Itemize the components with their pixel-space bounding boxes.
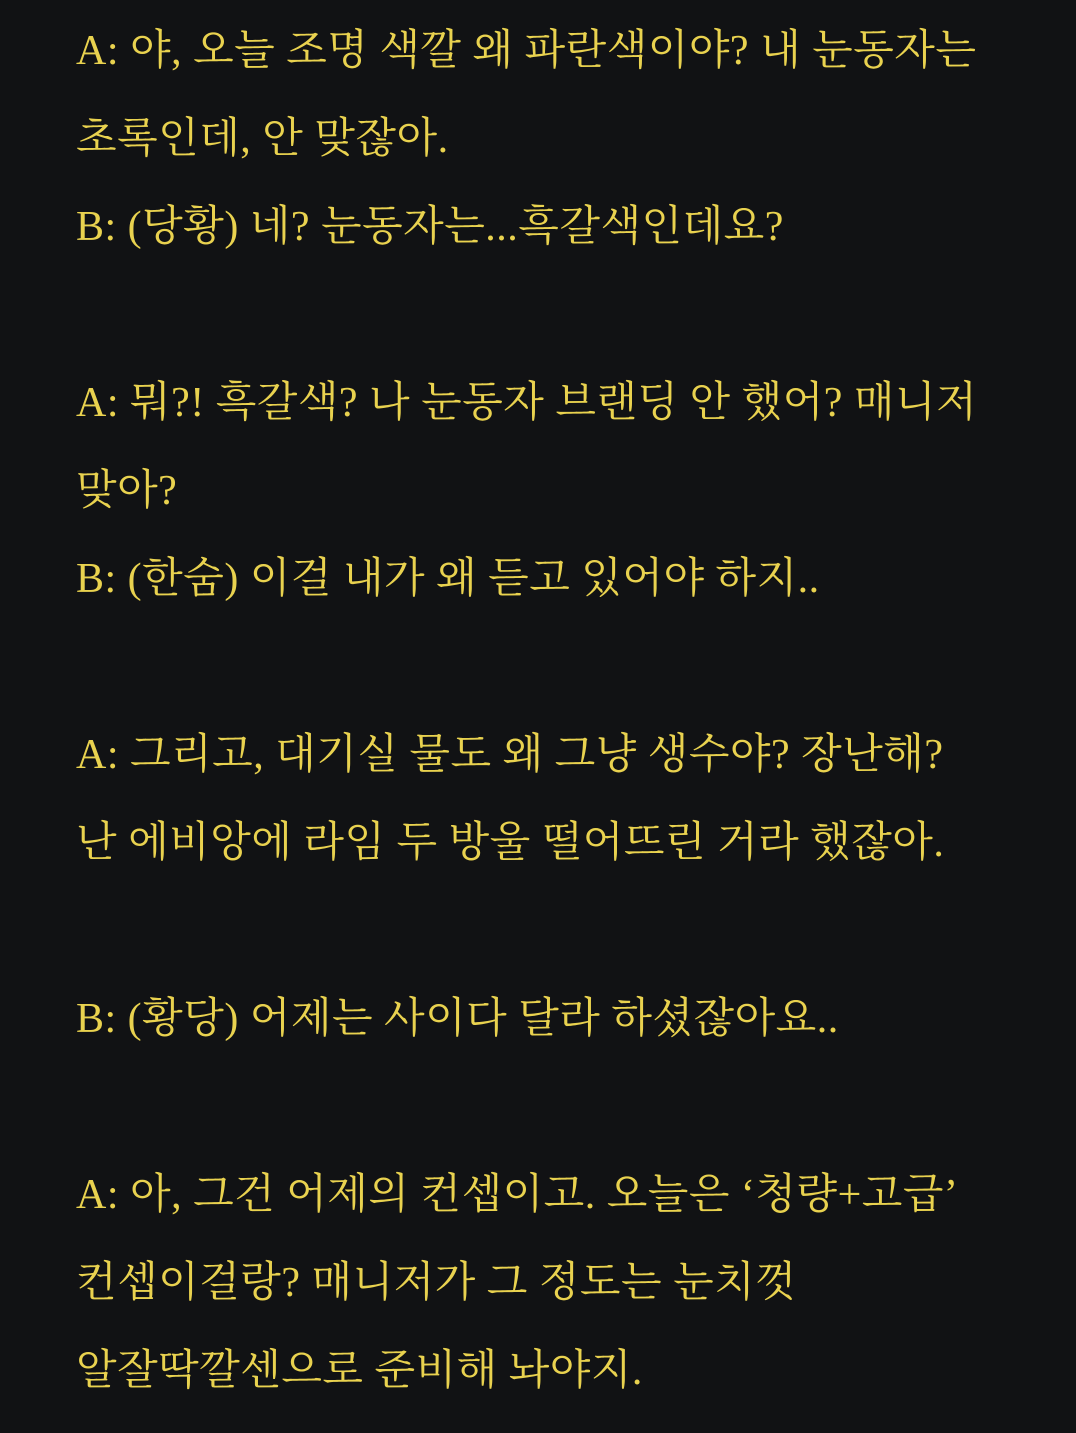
dialogue-line: B: (당황) 네? 눈동자는...흑갈색인데요? <box>76 204 784 250</box>
dialogue-line: B: (한숨) 이걸 내가 왜 듣고 있어야 하지.. <box>76 556 820 602</box>
dialogue-line: 알잘딱깔센으로 준비해 놔야지. <box>76 1348 643 1394</box>
dialogue-line: 난 에비앙에 라임 두 방울 떨어뜨린 거라 했잖아. <box>76 820 945 866</box>
dialogue-block <box>76 975 1036 1063</box>
dialogue-line: 초록인데, 안 맞잖아. <box>76 116 449 162</box>
dialogue-line: A: 그리고, 대기실 물도 왜 그냥 생수야? 장난해? <box>76 732 944 778</box>
dialogue-line: 컨셉이걸랑? 매니저가 그 정도는 눈치껏 <box>76 1260 797 1306</box>
dialogue-line: A: 아, 그건 어제의 컨셉이고. 오늘은 ‘청량+고급’ <box>76 1172 959 1218</box>
dialogue-line: B: (황당) 어제는 사이다 달라 하셨잖아요.. <box>76 996 839 1042</box>
dialogue-block <box>76 1151 1036 1415</box>
dialogue-block <box>76 359 1036 623</box>
dialogue-block <box>76 711 1036 887</box>
dialogue-block <box>76 7 1036 271</box>
dialogue-line: A: 뭐?! 흑갈색? 나 눈동자 브랜딩 안 했어? 매니저 <box>76 380 978 426</box>
dialogue-line: 맞아? <box>76 468 178 514</box>
dialogue-line: A: 야, 오늘 조명 색깔 왜 파란색이야? 내 눈동자는 <box>76 28 977 74</box>
